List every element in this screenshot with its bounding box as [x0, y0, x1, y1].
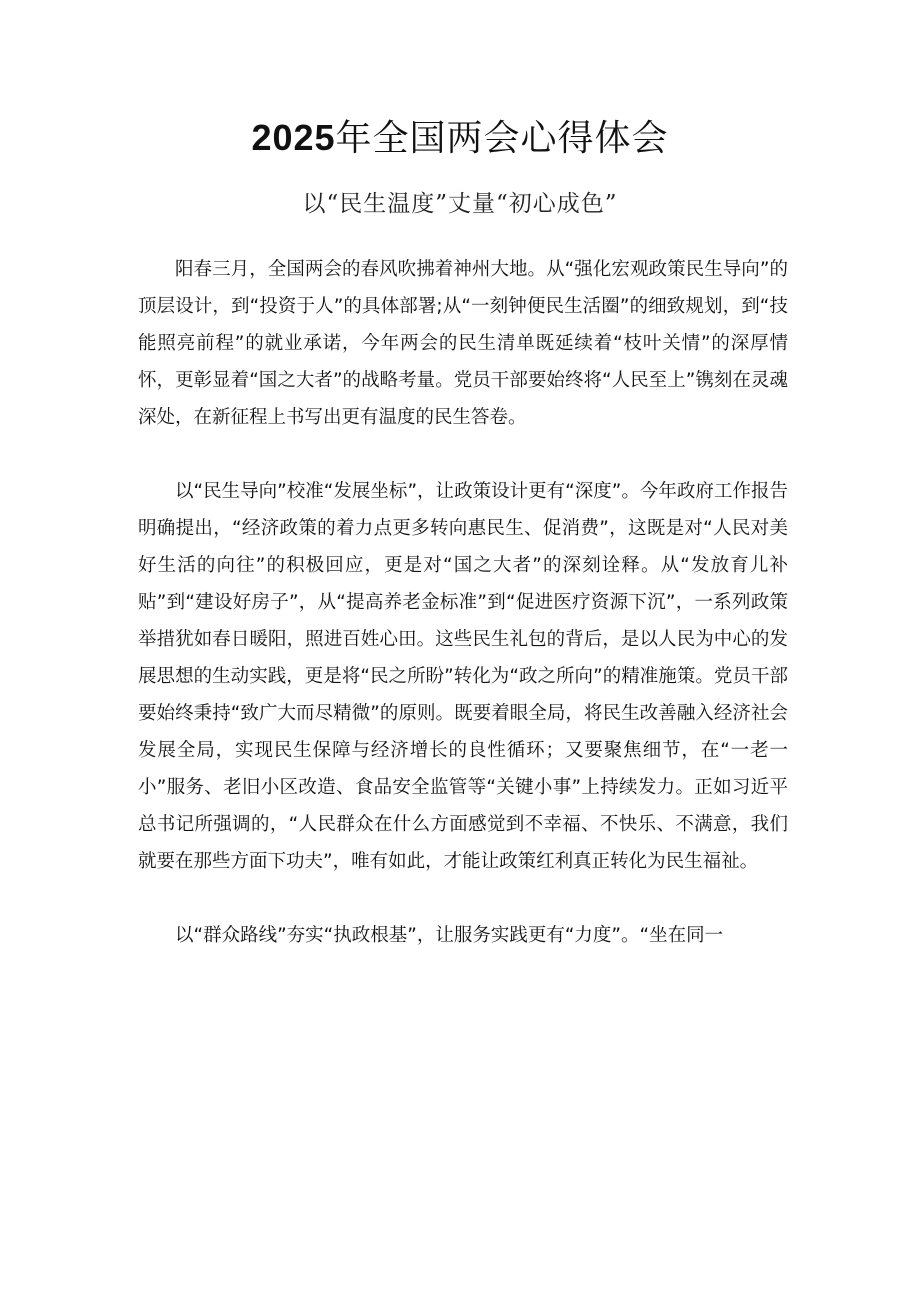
document-title: [0, 114, 920, 163]
paragraph-3: 以“群众路线”夯实“执政根基”，让服务实践更有“力度”。“坐在同一: [175, 925, 724, 946]
document-subtitle: 以“民生温度”丈量“初心成色”: [302, 191, 618, 217]
paragraph-1: 阳春三月，全国两会的春风吹拂着神州大地。从“强化宏观政策民生导向”的顶层设计，到“投资于人”的具体部署;从“一刻钟便民生活圈”的细致规划，到“技能照亮前程”的就业承诺，今年两会的民生清单既延续着“枝叶关情”的深厚情怀，更彰显着“国之大者”的战略考量。党员干部要始终将“人民至上”镌刻在灵魂深处，在新征程上书写出更有温度的民生答卷。: [138, 259, 788, 428]
title-text: 年全国两会心得体会: [335, 118, 669, 159]
paragraph-2: 以“民生导向”校准“发展坐标”，让政策设计更有“深度”。今年政府工作报告明确提出，“经济政策的着力点更多转向惠民生、促消费”，这既是对“人民对美好生活的向往”的积极回应，更是对“国之大者”的深刻诠释。从“发放育儿补贴”到“建设好房子”，从“提高养老金标准”到“促进医疗资源下沉”，一系列政策举措犹如春日暖阳，照进百姓心田。这些民生礼包的背后，是以人民为中心的发展思想的生动实践，更是将“民之所盼”转化为“政之所向”的精准施策。党员干部要始终秉持“致广大而尽精微”的原则。既要着眼全局，将民生改善融入经济社会发展全局，实现民生保障与经济增长的良性循环；又要聚焦细节，在“一老一小”服务、老旧小区改造、食品安全监管等“关键小事”上持续发力。正如习近平总书记所强调的，“人民群众在什么方面感觉到不幸福、不快乐、不满意，我们就要在那些方面下功夫”，唯有如此，才能让政策红利真正转化为民生福祉。: [138, 481, 788, 872]
document-body: [138, 251, 788, 991]
title-year: 2025: [251, 117, 336, 158]
